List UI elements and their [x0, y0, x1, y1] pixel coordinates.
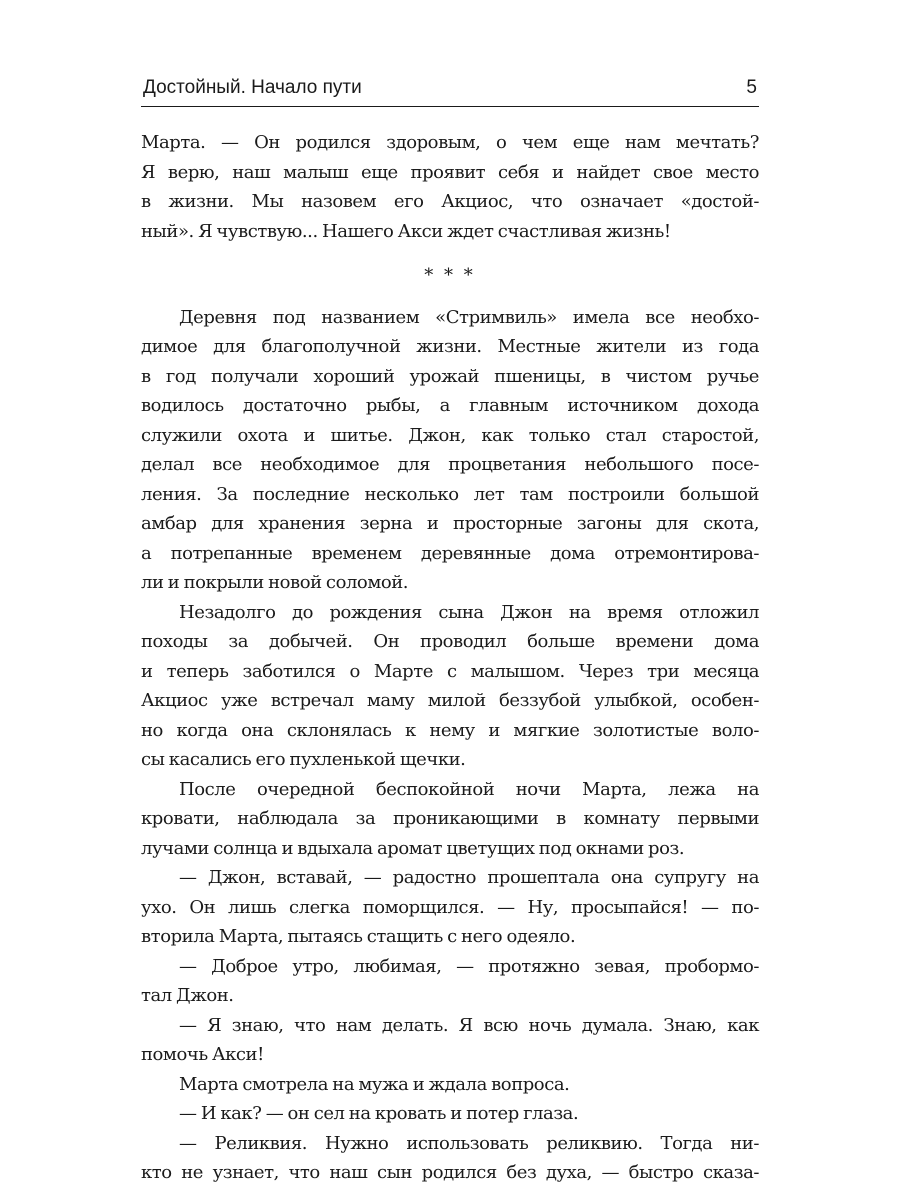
- text-line: — Реликвия. Нужно использовать реликвию. Тогда ни-: [179, 1132, 759, 1154]
- text-line: служили охота и шитье. Джон, как только стал старостой,: [141, 424, 759, 446]
- text-line: — Джон, вставай, — радостно прошептала она супругу на: [179, 867, 759, 888]
- text-line: амбар для хранения зерна и просторные загоны для скота,: [141, 513, 759, 534]
- section-separator: * * *: [424, 265, 476, 286]
- text-line: но когда она склонялась к нему и мягкие золотистые воло-: [141, 719, 759, 741]
- text-line: помочь Акси!: [141, 1044, 264, 1065]
- text-line: делал все необходимое для процветания небольшого посе-: [141, 454, 759, 475]
- text-line: Акциос уже встречал маму милой беззубой улыбкой, особен-: [141, 690, 759, 711]
- text-line: — Доброе утро, любимая, — протяжно зевая, пробормо-: [179, 955, 759, 977]
- text-line: Незадолго до рождения сына Джон на время отложил: [179, 601, 759, 623]
- text-line: — Я знаю, что нам делать. Я всю ночь думала. Знаю, как: [179, 1014, 759, 1036]
- text-line: кто не узнает, что наш сын родился без духа, — быстро сказа-: [141, 1162, 759, 1183]
- page-body: [141, 128, 759, 1188]
- text-line: лучами солнца и вдыхала аромат цветущих под окнами роз.: [141, 837, 685, 859]
- text-line: водилось достаточно рыбы, а главным источником дохода: [141, 395, 759, 416]
- text-line: После очередной беспокойной ночи Марта, лежа на: [179, 778, 759, 800]
- text-line: ления. За последние несколько лет там построили большой: [141, 483, 759, 505]
- running-header: [141, 74, 759, 107]
- text-line: Я верю, наш малыш еще проявит себя и найдет свое место: [141, 161, 759, 183]
- text-line: ный». Я чувствую... Нашего Акси ждет счастливая жизнь!: [141, 220, 671, 242]
- page-number: 5: [746, 77, 757, 98]
- text-line: тал Джон.: [141, 985, 234, 1006]
- text-line: а потрепанные временем деревянные дома отремонтирова-: [141, 542, 759, 564]
- chapter-title: Достойный. Начало пути: [143, 77, 362, 98]
- text-line: Марта смотрела на мужа и ждала вопроса.: [179, 1073, 570, 1095]
- text-line: в жизни. Мы назовем его Акциос, что означает «достой-: [141, 191, 759, 212]
- text-line: сы касались его пухленькой щечки.: [141, 749, 466, 770]
- text-line: ли и покрыли новой соломой.: [141, 572, 409, 593]
- text-line: Марта. — Он родился здоровым, о чем еще нам мечтать?: [141, 132, 759, 153]
- text-line: — И как? — он сел на кровать и потер глаза.: [179, 1103, 579, 1124]
- text-line: походы за добычей. Он проводил больше времени дома: [141, 631, 759, 652]
- text-line: димое для благополучной жизни. Местные жители из года: [141, 336, 759, 357]
- text-line: кровати, наблюдала за проникающими в комнату первыми: [141, 808, 759, 829]
- text-line: вторила Марта, пытаясь стащить с него одеяло.: [141, 926, 576, 947]
- text-line: в год получали хороший урожай пшеницы, в чистом ручье: [141, 365, 759, 387]
- text-line: ухо. Он лишь слегка поморщился. — Ну, просыпайся! — по-: [141, 896, 759, 918]
- text-line: и теперь заботился о Марте с малышом. Через три месяца: [141, 660, 759, 682]
- text-line: Деревня под названием «Стримвиль» имела все необхо-: [179, 306, 759, 328]
